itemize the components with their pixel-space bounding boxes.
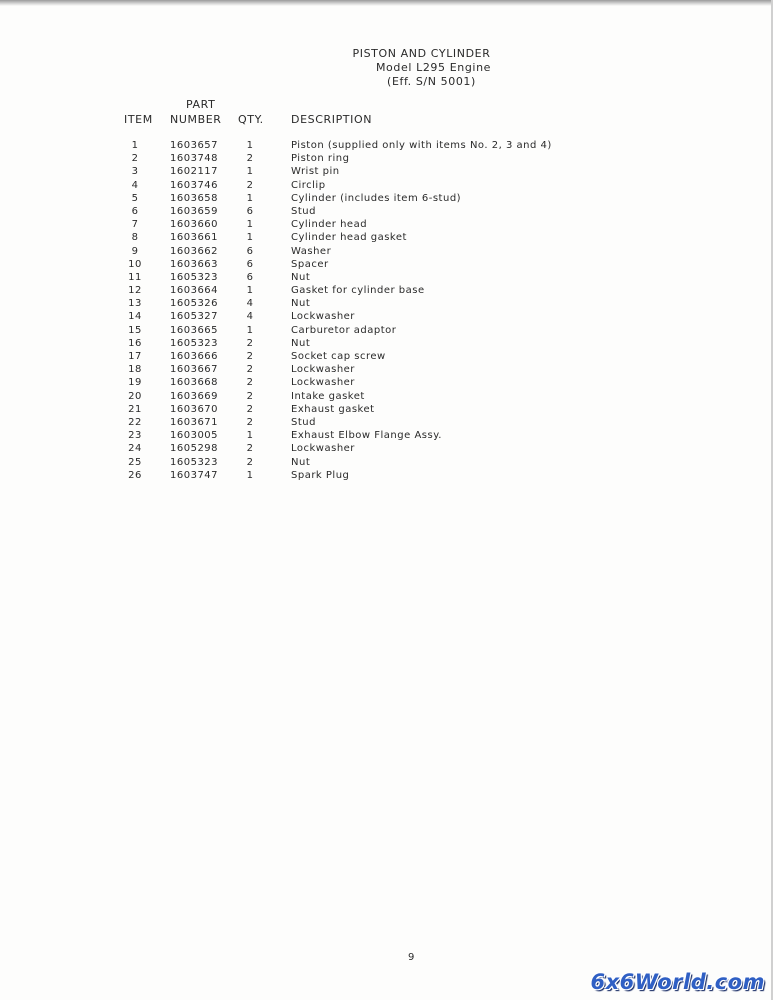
part-number-cell: 1603660 — [170, 219, 219, 231]
description-cell: Nut — [291, 298, 311, 310]
description-cell: Spark Plug — [291, 469, 350, 481]
qty-cell: 1 — [246, 232, 254, 244]
part-number-cell: 1603667 — [170, 364, 219, 376]
item-cell: 24 — [128, 443, 142, 455]
part-number-cell: 1602117 — [170, 166, 219, 178]
table-row — [0, 258, 773, 271]
qty-cell: 1 — [246, 219, 254, 231]
site-watermark: 6x6World.com — [590, 970, 765, 994]
parts-table — [0, 139, 773, 482]
item-cell: 1 — [131, 140, 139, 151]
table-row — [0, 139, 773, 152]
qty-cell: 2 — [246, 179, 254, 191]
table-row — [0, 245, 773, 258]
table-row — [0, 429, 773, 442]
item-cell: 14 — [128, 311, 142, 323]
table-row — [0, 205, 773, 218]
item-cell: 7 — [131, 219, 139, 231]
qty-cell: 1 — [246, 285, 254, 297]
description-cell: Piston ring — [291, 153, 350, 165]
description-cell: Wrist pin — [291, 166, 340, 178]
description-cell: Spacer — [291, 258, 329, 270]
qty-cell: 1 — [246, 430, 254, 442]
part-number-cell: 1603670 — [170, 403, 219, 415]
table-row — [0, 456, 773, 469]
item-cell: 23 — [128, 430, 142, 442]
item-cell: 25 — [128, 456, 142, 468]
part-number-cell: 1603747 — [170, 469, 219, 481]
column-header-number: NUMBER — [170, 113, 222, 126]
part-number-cell: 1603666 — [170, 351, 219, 362]
description-cell: Gasket for cylinder base — [291, 285, 425, 297]
qty-cell: 2 — [246, 153, 254, 165]
column-header-part: PART — [186, 98, 216, 111]
qty-cell: 2 — [246, 456, 254, 468]
item-cell: 4 — [131, 179, 139, 191]
table-row — [0, 350, 773, 363]
part-number-cell: 1603662 — [170, 245, 219, 257]
table-row — [0, 310, 773, 323]
qty-cell: 2 — [246, 416, 254, 428]
part-number-cell: 1603668 — [170, 377, 219, 389]
part-number-cell: 1605326 — [170, 298, 219, 310]
page-number: 9 — [408, 952, 415, 963]
qty-cell: 4 — [246, 298, 254, 310]
item-cell: 3 — [131, 166, 139, 178]
part-number-cell: 1603657 — [170, 140, 219, 151]
description-cell: Stud — [291, 205, 316, 217]
scan-top-edge — [0, 0, 773, 6]
item-cell: 8 — [131, 232, 139, 244]
part-number-cell: 1603659 — [170, 205, 219, 217]
item-cell: 5 — [131, 192, 139, 204]
item-cell: 17 — [128, 351, 142, 362]
qty-cell: 2 — [246, 337, 254, 349]
item-cell: 16 — [128, 337, 142, 349]
item-cell: 2 — [131, 153, 139, 165]
description-cell: Exhaust gasket — [291, 403, 375, 415]
table-row — [0, 416, 773, 429]
table-row — [0, 469, 773, 482]
part-number-cell: 1605323 — [170, 271, 219, 283]
description-cell: Nut — [291, 456, 311, 468]
part-number-cell: 1603661 — [170, 232, 219, 244]
table-row — [0, 192, 773, 205]
qty-cell: 6 — [246, 258, 254, 270]
description-cell: Circlip — [291, 179, 326, 191]
item-cell: 15 — [128, 324, 142, 336]
table-row — [0, 165, 773, 178]
qty-cell: 2 — [246, 351, 254, 362]
item-cell: 20 — [128, 390, 142, 402]
part-number-cell: 1603746 — [170, 179, 219, 191]
description-cell: Nut — [291, 271, 311, 283]
table-row — [0, 324, 773, 337]
item-cell: 10 — [128, 258, 142, 270]
qty-cell: 1 — [246, 469, 254, 481]
description-cell: Socket cap screw — [291, 351, 386, 362]
page-title: PISTON AND CYLINDER — [352, 47, 491, 60]
table-row — [0, 179, 773, 192]
table-row — [0, 231, 773, 244]
part-number-cell: 1603669 — [170, 390, 219, 402]
qty-cell: 6 — [246, 271, 254, 283]
item-cell: 26 — [128, 469, 142, 481]
description-cell: Exhaust Elbow Flange Assy. — [291, 430, 442, 442]
qty-cell: 6 — [246, 245, 254, 257]
qty-cell: 2 — [246, 390, 254, 402]
description-cell: Cylinder (includes item 6-stud) — [291, 192, 462, 204]
engine-model: Model L295 Engine — [375, 61, 492, 74]
table-row — [0, 297, 773, 310]
table-row — [0, 271, 773, 284]
part-number-cell: 1603664 — [170, 285, 219, 297]
item-cell: 18 — [128, 364, 142, 376]
qty-cell: 2 — [246, 403, 254, 415]
qty-cell: 6 — [246, 205, 254, 217]
description-cell: Lockwasher — [291, 377, 355, 389]
table-row — [0, 442, 773, 455]
part-number-cell: 1603671 — [170, 416, 219, 428]
table-row — [0, 218, 773, 231]
item-cell: 11 — [128, 271, 142, 283]
part-number-cell: 1605298 — [170, 443, 219, 455]
item-cell: 9 — [131, 245, 139, 257]
table-row — [0, 363, 773, 376]
column-header-qty: QTY. — [238, 113, 264, 126]
description-cell: Lockwasher — [291, 443, 355, 455]
qty-cell: 4 — [246, 311, 254, 323]
serial-effectivity: (Eff. S/N 5001) — [387, 75, 476, 88]
table-row — [0, 376, 773, 389]
description-cell: Cylinder head gasket — [291, 232, 407, 244]
part-number-cell: 1605327 — [170, 311, 219, 323]
table-row — [0, 390, 773, 403]
part-number-cell: 1605323 — [170, 337, 219, 349]
table-row — [0, 284, 773, 297]
part-number-cell: 1603748 — [170, 153, 219, 165]
table-row — [0, 403, 773, 416]
item-cell: 21 — [128, 403, 142, 415]
description-cell: Washer — [291, 245, 332, 257]
qty-cell: 1 — [246, 324, 254, 336]
qty-cell: 2 — [246, 364, 254, 376]
description-cell: Intake gasket — [291, 390, 365, 402]
part-number-cell: 1603665 — [170, 324, 219, 336]
column-header-item: ITEM — [124, 113, 153, 126]
part-number-cell: 1603005 — [170, 430, 219, 442]
part-number-cell: 1603658 — [170, 192, 219, 204]
item-cell: 22 — [128, 416, 142, 428]
qty-cell: 1 — [246, 166, 254, 178]
qty-cell: 2 — [246, 377, 254, 389]
description-cell: Lockwasher — [291, 311, 355, 323]
description-cell: Cylinder head — [291, 219, 368, 231]
part-number-cell: 1605323 — [170, 456, 219, 468]
description-cell: Piston (supplied only with items No. 2, 3 and 4) — [291, 140, 552, 151]
description-cell: Nut — [291, 337, 311, 349]
item-cell: 13 — [128, 298, 142, 310]
description-cell: Stud — [291, 416, 316, 428]
qty-cell: 1 — [246, 192, 254, 204]
table-row — [0, 152, 773, 165]
column-header-description: DESCRIPTION — [291, 113, 373, 126]
qty-cell: 2 — [246, 443, 254, 455]
item-cell: 12 — [128, 285, 142, 297]
item-cell: 19 — [128, 377, 142, 389]
part-number-cell: 1603663 — [170, 258, 219, 270]
item-cell: 6 — [131, 205, 139, 217]
description-cell: Lockwasher — [291, 364, 355, 376]
qty-cell: 1 — [246, 140, 254, 151]
description-cell: Carburetor adaptor — [291, 324, 397, 336]
table-row — [0, 337, 773, 350]
